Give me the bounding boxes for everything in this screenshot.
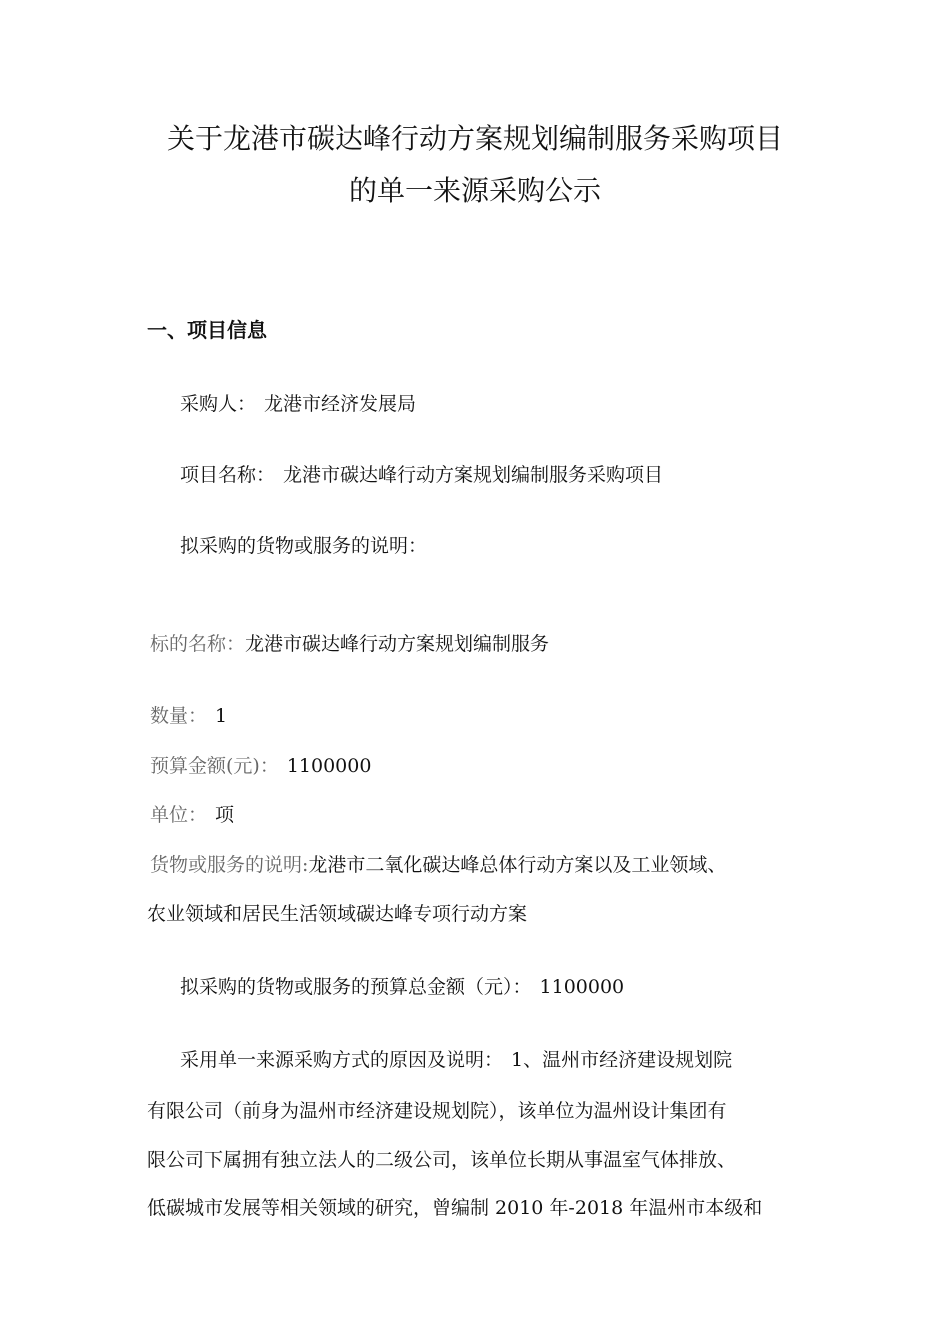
unit-label: 单位： bbox=[150, 804, 208, 826]
service-description-row bbox=[150, 851, 726, 879]
budget-label: 预算金额(元)： bbox=[150, 755, 279, 777]
goods-description-heading: 拟采购的货物或服务的说明： bbox=[180, 535, 428, 557]
subject-row bbox=[150, 630, 549, 658]
quantity-row bbox=[150, 702, 227, 730]
reason-row bbox=[180, 1046, 732, 1074]
budget-row bbox=[150, 752, 371, 780]
document-title-line-2: 的单一来源采购公示 bbox=[348, 174, 601, 207]
project-name-value: 龙港市碳达峰行动方案规划编制服务采购项目 bbox=[283, 464, 664, 486]
subject-label: 标的名称： bbox=[150, 633, 246, 655]
unit-value: 项 bbox=[215, 804, 235, 826]
service-description-line-1: 龙港市二氧化碳达峰总体行动方案以及工业领域、 bbox=[308, 854, 727, 876]
total-budget-value: 1100000 bbox=[539, 976, 625, 998]
quantity-value: 1 bbox=[215, 705, 228, 727]
budget-value: 1100000 bbox=[286, 755, 372, 777]
unit-row bbox=[150, 801, 234, 829]
purchaser-value: 龙港市经济发展局 bbox=[264, 393, 417, 415]
reason-line-4: 低碳城市发展等相关领域的研究，曾编制 2010 年-2018 年温州市本级和 bbox=[147, 1197, 763, 1219]
reason-label: 采用单一来源采购方式的原因及说明： bbox=[180, 1049, 504, 1071]
purchaser-row bbox=[180, 390, 416, 418]
reason-line-3: 限公司下属拥有独立法人的二级公司，该单位长期从事温室气体排放、 bbox=[147, 1149, 737, 1171]
project-name-row bbox=[180, 461, 663, 489]
total-budget-label: 拟采购的货物或服务的预算总金额（元）： bbox=[180, 976, 532, 998]
document-title-line-1: 关于龙港市碳达峰行动方案规划编制服务采购项目 bbox=[166, 122, 783, 155]
reason-line-1: 1、温州市经济建设规划院 bbox=[511, 1049, 733, 1071]
total-budget-row bbox=[180, 973, 624, 1001]
project-name-label: 项目名称： bbox=[180, 464, 276, 486]
reason-line-2: 有限公司（前身为温州市经济建设规划院），该单位为温州设计集团有 bbox=[147, 1100, 727, 1122]
quantity-label: 数量： bbox=[150, 705, 208, 727]
service-description-line-2: 农业领域和居民生活领域碳达峰专项行动方案 bbox=[147, 903, 528, 925]
subject-value: 龙港市碳达峰行动方案规划编制服务 bbox=[245, 633, 550, 655]
section-heading-project-info: 一、项目信息 bbox=[147, 318, 267, 342]
purchaser-label: 采购人： bbox=[180, 393, 257, 415]
service-description-label: 货物或服务的说明: bbox=[150, 854, 309, 876]
